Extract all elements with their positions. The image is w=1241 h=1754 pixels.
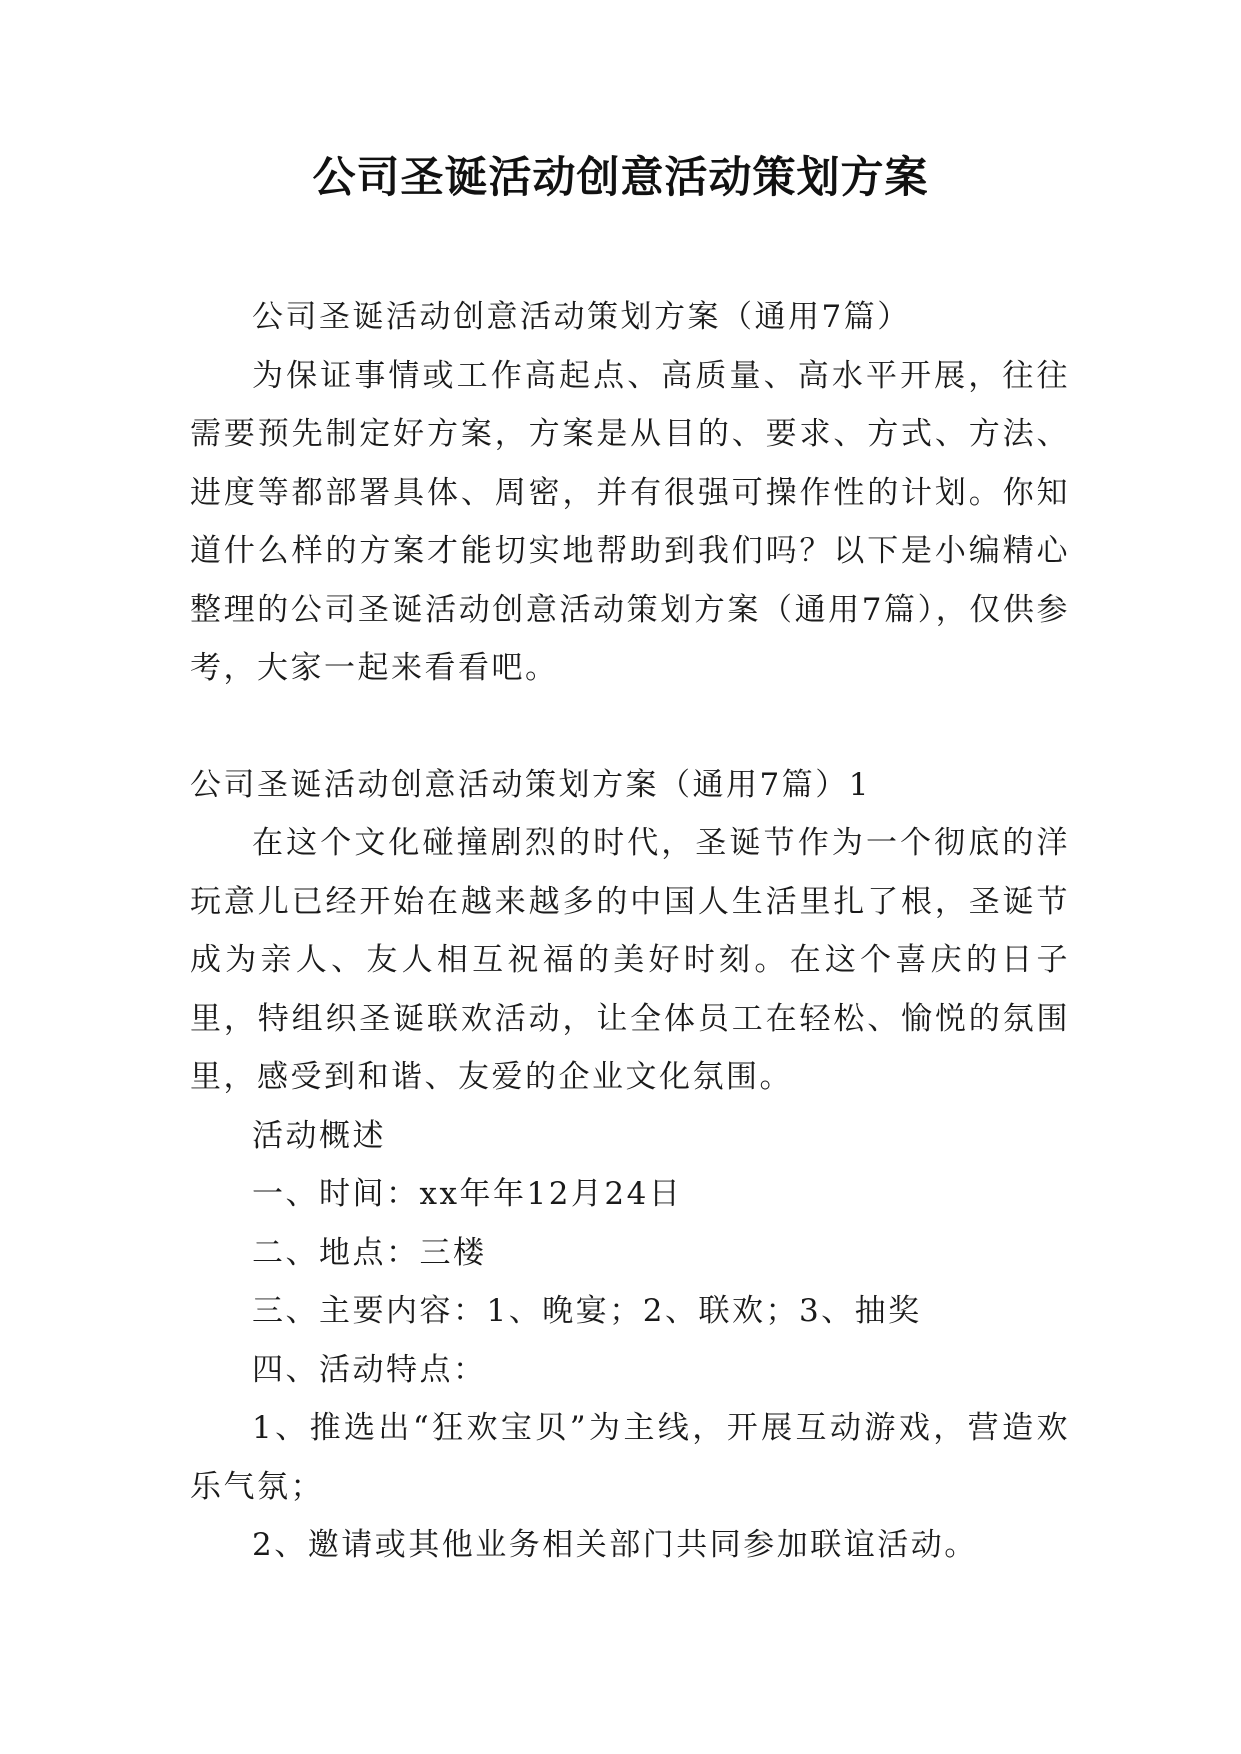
intro-paragraph: 为保证事情或工作高起点、高质量、高水平开展，往往需要预先制定好方案，方案是从目的、要求、方式、方法、进度等都部署具体、周密，并有很强可操作性的计划。你知道什么样的方案才能切实地帮助到我们吗？以下是小编精心整理的公司圣诞活动创意活动策划方案（通用7篇），仅供参考，大家一起来看看吧。	[190, 357, 1070, 686]
content-item: 三、主要内容：1、晚宴；2、联欢；3、抽奖	[252, 1293, 922, 1329]
body-paragraph: 在这个文化碰撞剧烈的时代，圣诞节作为一个彻底的洋玩意儿已经开始在越来越多的中国人生活里扎了根，圣诞节成为亲人、友人相互祝福的美好时刻。在这个喜庆的日子里，特组织圣诞联欢活动，让全体员工在轻松、愉悦的氛围里，感受到和谐、友爱的企业文化氛围。	[190, 825, 1070, 1095]
section-heading: 公司圣诞活动创意活动策划方案（通用7篇）1	[190, 766, 871, 803]
document-title: 公司圣诞活动创意活动策划方案	[312, 153, 929, 203]
time-item: 一、时间：xx年年12月24日	[252, 1176, 683, 1212]
location-item: 二、地点：三楼	[252, 1234, 487, 1271]
subtitle-paragraph: 公司圣诞活动创意活动策划方案（通用7篇）	[252, 299, 911, 335]
feature-one: 1、推选出“狂欢宝贝”为主线，开展互动游戏，营造欢乐气氛；	[190, 1410, 1070, 1505]
overview-heading: 活动概述	[252, 1117, 386, 1154]
document-body	[190, 288, 1070, 1575]
features-item: 四、活动特点：	[252, 1351, 487, 1388]
feature-two: 2、邀请或其他业务相关部门共同参加联谊活动。	[252, 1527, 978, 1563]
